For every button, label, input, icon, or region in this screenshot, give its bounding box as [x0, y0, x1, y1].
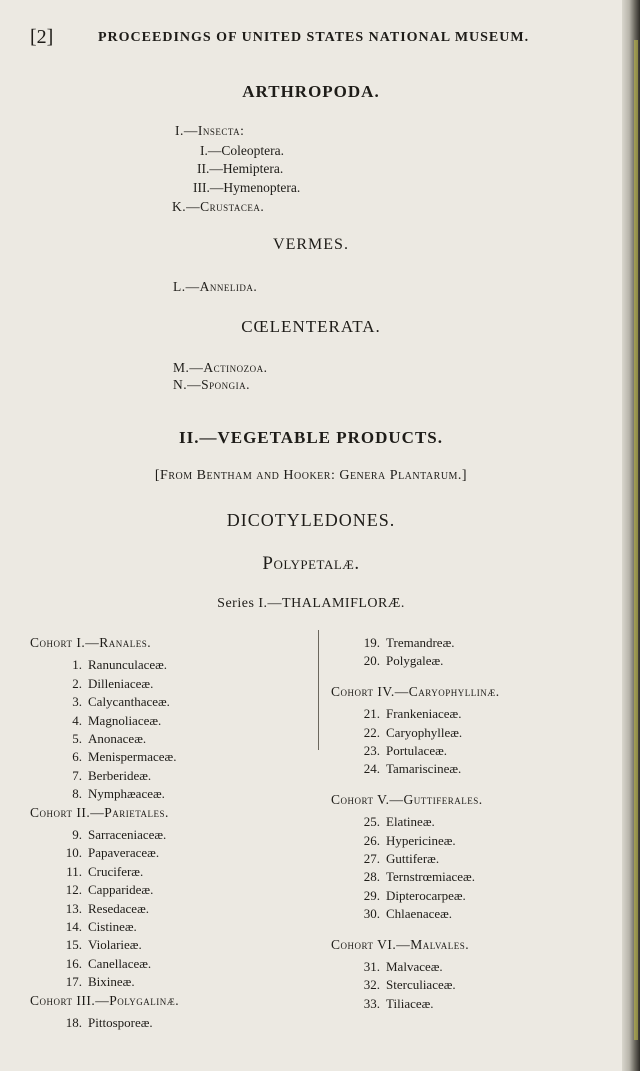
family-name: Berberideæ. [88, 767, 152, 783]
section-heading-vegetable-products: II.—VEGETABLE PRODUCTS. [178, 428, 444, 447]
family-name: Polygaleæ. [386, 653, 444, 669]
family-number: 17. [65, 974, 82, 990]
family-number: 11. [66, 863, 82, 879]
entry-hymenoptera: III.—Hymenoptera. [193, 180, 301, 195]
family-number: 28. [363, 869, 380, 885]
family-entry [60, 749, 176, 765]
family-name: Ternstrœmiaceæ. [386, 869, 475, 885]
family-number: 16. [65, 955, 82, 971]
family-name: Nymphæaceæ. [88, 786, 165, 802]
family-number: 21. [363, 706, 380, 722]
entry-insecta: I.—Insecta: [175, 123, 245, 138]
division-heading: DICOTYLEDONES. [226, 510, 396, 530]
family-name: Pittosporeæ. [88, 1015, 153, 1030]
family-name: Dilleniaceæ. [88, 675, 154, 691]
page-edge-strip [634, 40, 638, 1040]
family-entry [358, 869, 475, 885]
entry-hemiptera: II.—Hemiptera. [197, 161, 284, 176]
page-number: [2] [30, 26, 54, 48]
running-title: PROCEEDINGS OF UNITED STATES NATIONAL MUSEUM. [98, 30, 530, 45]
family-name: Hypericineæ. [386, 832, 456, 848]
family-entry [60, 657, 167, 673]
column-divider [318, 630, 319, 750]
family-entry [60, 768, 151, 784]
family-name: Menispermaceæ. [88, 749, 177, 765]
entry-actinozoa: M.—Actinozoa. [173, 360, 268, 375]
family-name: Guttiferæ. [386, 851, 440, 866]
section-heading-vermes: VERMES. [273, 236, 349, 253]
family-name: Papaveraceæ. [88, 845, 160, 861]
family-number: 1. [72, 657, 82, 673]
family-number: 19. [363, 635, 380, 650]
family-number: 3. [72, 694, 82, 710]
family-number: 6. [72, 749, 82, 765]
family-number: 22. [363, 724, 380, 740]
family-name: Frankeniaceæ. [386, 706, 462, 722]
family-name: Malvaceæ. [386, 959, 443, 974]
cohort-heading: Cohort IV.—Caryophyllinæ. [331, 683, 500, 699]
family-entry [358, 851, 439, 867]
source-citation: [From Bentham and Hooker: Genera Plantarum.] [154, 468, 468, 483]
family-entry [358, 833, 456, 849]
cohort-heading: Cohort VI.—Malvales. [331, 936, 470, 952]
family-entry [60, 901, 149, 917]
family-entry [358, 725, 462, 741]
page-edge [622, 0, 640, 1071]
subclass-heading: Polypetalæ. [262, 553, 360, 574]
family-entry [358, 959, 443, 975]
family-name: Tiliaceæ. [386, 995, 434, 1011]
family-entry [358, 888, 466, 904]
family-entry [60, 786, 165, 802]
section-heading-arthropoda: ARTHROPODA. [242, 82, 380, 101]
family-entry [60, 676, 153, 692]
family-number: 32. [363, 977, 380, 993]
entry-crustacea: K.—Crustacea. [172, 199, 265, 214]
section-heading-coelenterata: CŒLENTERATA. [241, 317, 381, 336]
family-name: Bixineæ. [88, 974, 135, 990]
family-number: 15. [65, 937, 82, 953]
cohort-heading: Cohort III.—Polygalinæ. [30, 992, 180, 1008]
family-name: Portulaceæ. [386, 743, 448, 758]
family-entry [60, 1015, 153, 1031]
family-number: 8. [72, 786, 82, 802]
family-number: 27. [363, 851, 380, 866]
family-name: Ranunculaceæ. [88, 657, 168, 673]
family-entry [358, 814, 435, 830]
family-entry [358, 977, 456, 993]
family-entry [358, 653, 443, 669]
family-number: 31. [363, 959, 380, 974]
family-entry [60, 845, 159, 861]
family-entry [60, 956, 151, 972]
entry-annelida: L.—Annelida. [173, 279, 258, 294]
family-number: 20. [363, 653, 380, 669]
family-number: 14. [65, 919, 82, 934]
entry-coleoptera: I.—Coleoptera. [200, 143, 284, 158]
cohort-heading: Cohort V.—Guttiferales. [331, 791, 483, 807]
family-number: 30. [363, 906, 380, 922]
family-number: 7. [72, 767, 82, 783]
family-name: Canellaceæ. [88, 955, 152, 971]
family-number: 26. [363, 832, 380, 848]
family-entry [60, 937, 142, 953]
family-number: 10. [65, 845, 82, 861]
family-name: Sarraceniaceæ. [88, 827, 167, 842]
family-entry [60, 919, 137, 935]
family-entry [358, 635, 455, 651]
family-name: Tamariscineæ. [386, 761, 462, 777]
family-entry [358, 706, 461, 722]
family-number: 9. [72, 827, 82, 842]
family-entry [60, 731, 146, 747]
family-name: Sterculiaceæ. [386, 977, 456, 993]
cohort-heading: Cohort II.—Parietales. [30, 804, 169, 820]
family-name: Cistineæ. [88, 919, 137, 934]
family-number: 23. [363, 743, 380, 758]
family-number: 4. [72, 712, 82, 728]
family-number: 25. [363, 814, 380, 830]
series-heading: Series I.—THALAMIFLORÆ. [217, 596, 405, 611]
family-number: 13. [65, 900, 82, 916]
family-entry [358, 996, 434, 1012]
family-name: Tremandreæ. [386, 635, 455, 650]
family-entry [60, 694, 170, 710]
family-number: 29. [363, 887, 380, 903]
family-name: Elatineæ. [386, 814, 435, 830]
family-name: Calycanthaceæ. [88, 694, 170, 710]
family-entry [358, 906, 452, 922]
family-entry [358, 761, 461, 777]
family-number: 33. [363, 995, 380, 1011]
family-entry [60, 827, 166, 843]
family-number: 2. [72, 675, 82, 691]
family-entry [60, 864, 143, 880]
cohort-heading: Cohort I.—Ranales. [30, 635, 152, 650]
family-name: Caryophylleæ. [386, 724, 463, 740]
family-name: Chlaenaceæ. [386, 906, 453, 922]
family-name: Resedaceæ. [88, 900, 150, 916]
family-name: Cruciferæ. [88, 863, 144, 879]
family-entry [60, 882, 153, 898]
family-number: 18. [65, 1015, 82, 1030]
family-entry [60, 974, 135, 990]
family-entry [358, 743, 447, 759]
family-name: Capparideæ. [88, 882, 154, 898]
family-entry [60, 713, 161, 729]
family-name: Anonaceæ. [88, 731, 147, 746]
family-name: Dipterocarpeæ. [386, 887, 466, 903]
family-name: Violarieæ. [88, 937, 142, 953]
entry-spongia: N.—Spongia. [173, 377, 251, 392]
family-name: Magnoliaceæ. [88, 712, 162, 728]
family-number: 24. [363, 761, 380, 777]
family-number: 5. [72, 731, 82, 746]
running-header [30, 26, 620, 50]
family-number: 12. [65, 882, 82, 898]
